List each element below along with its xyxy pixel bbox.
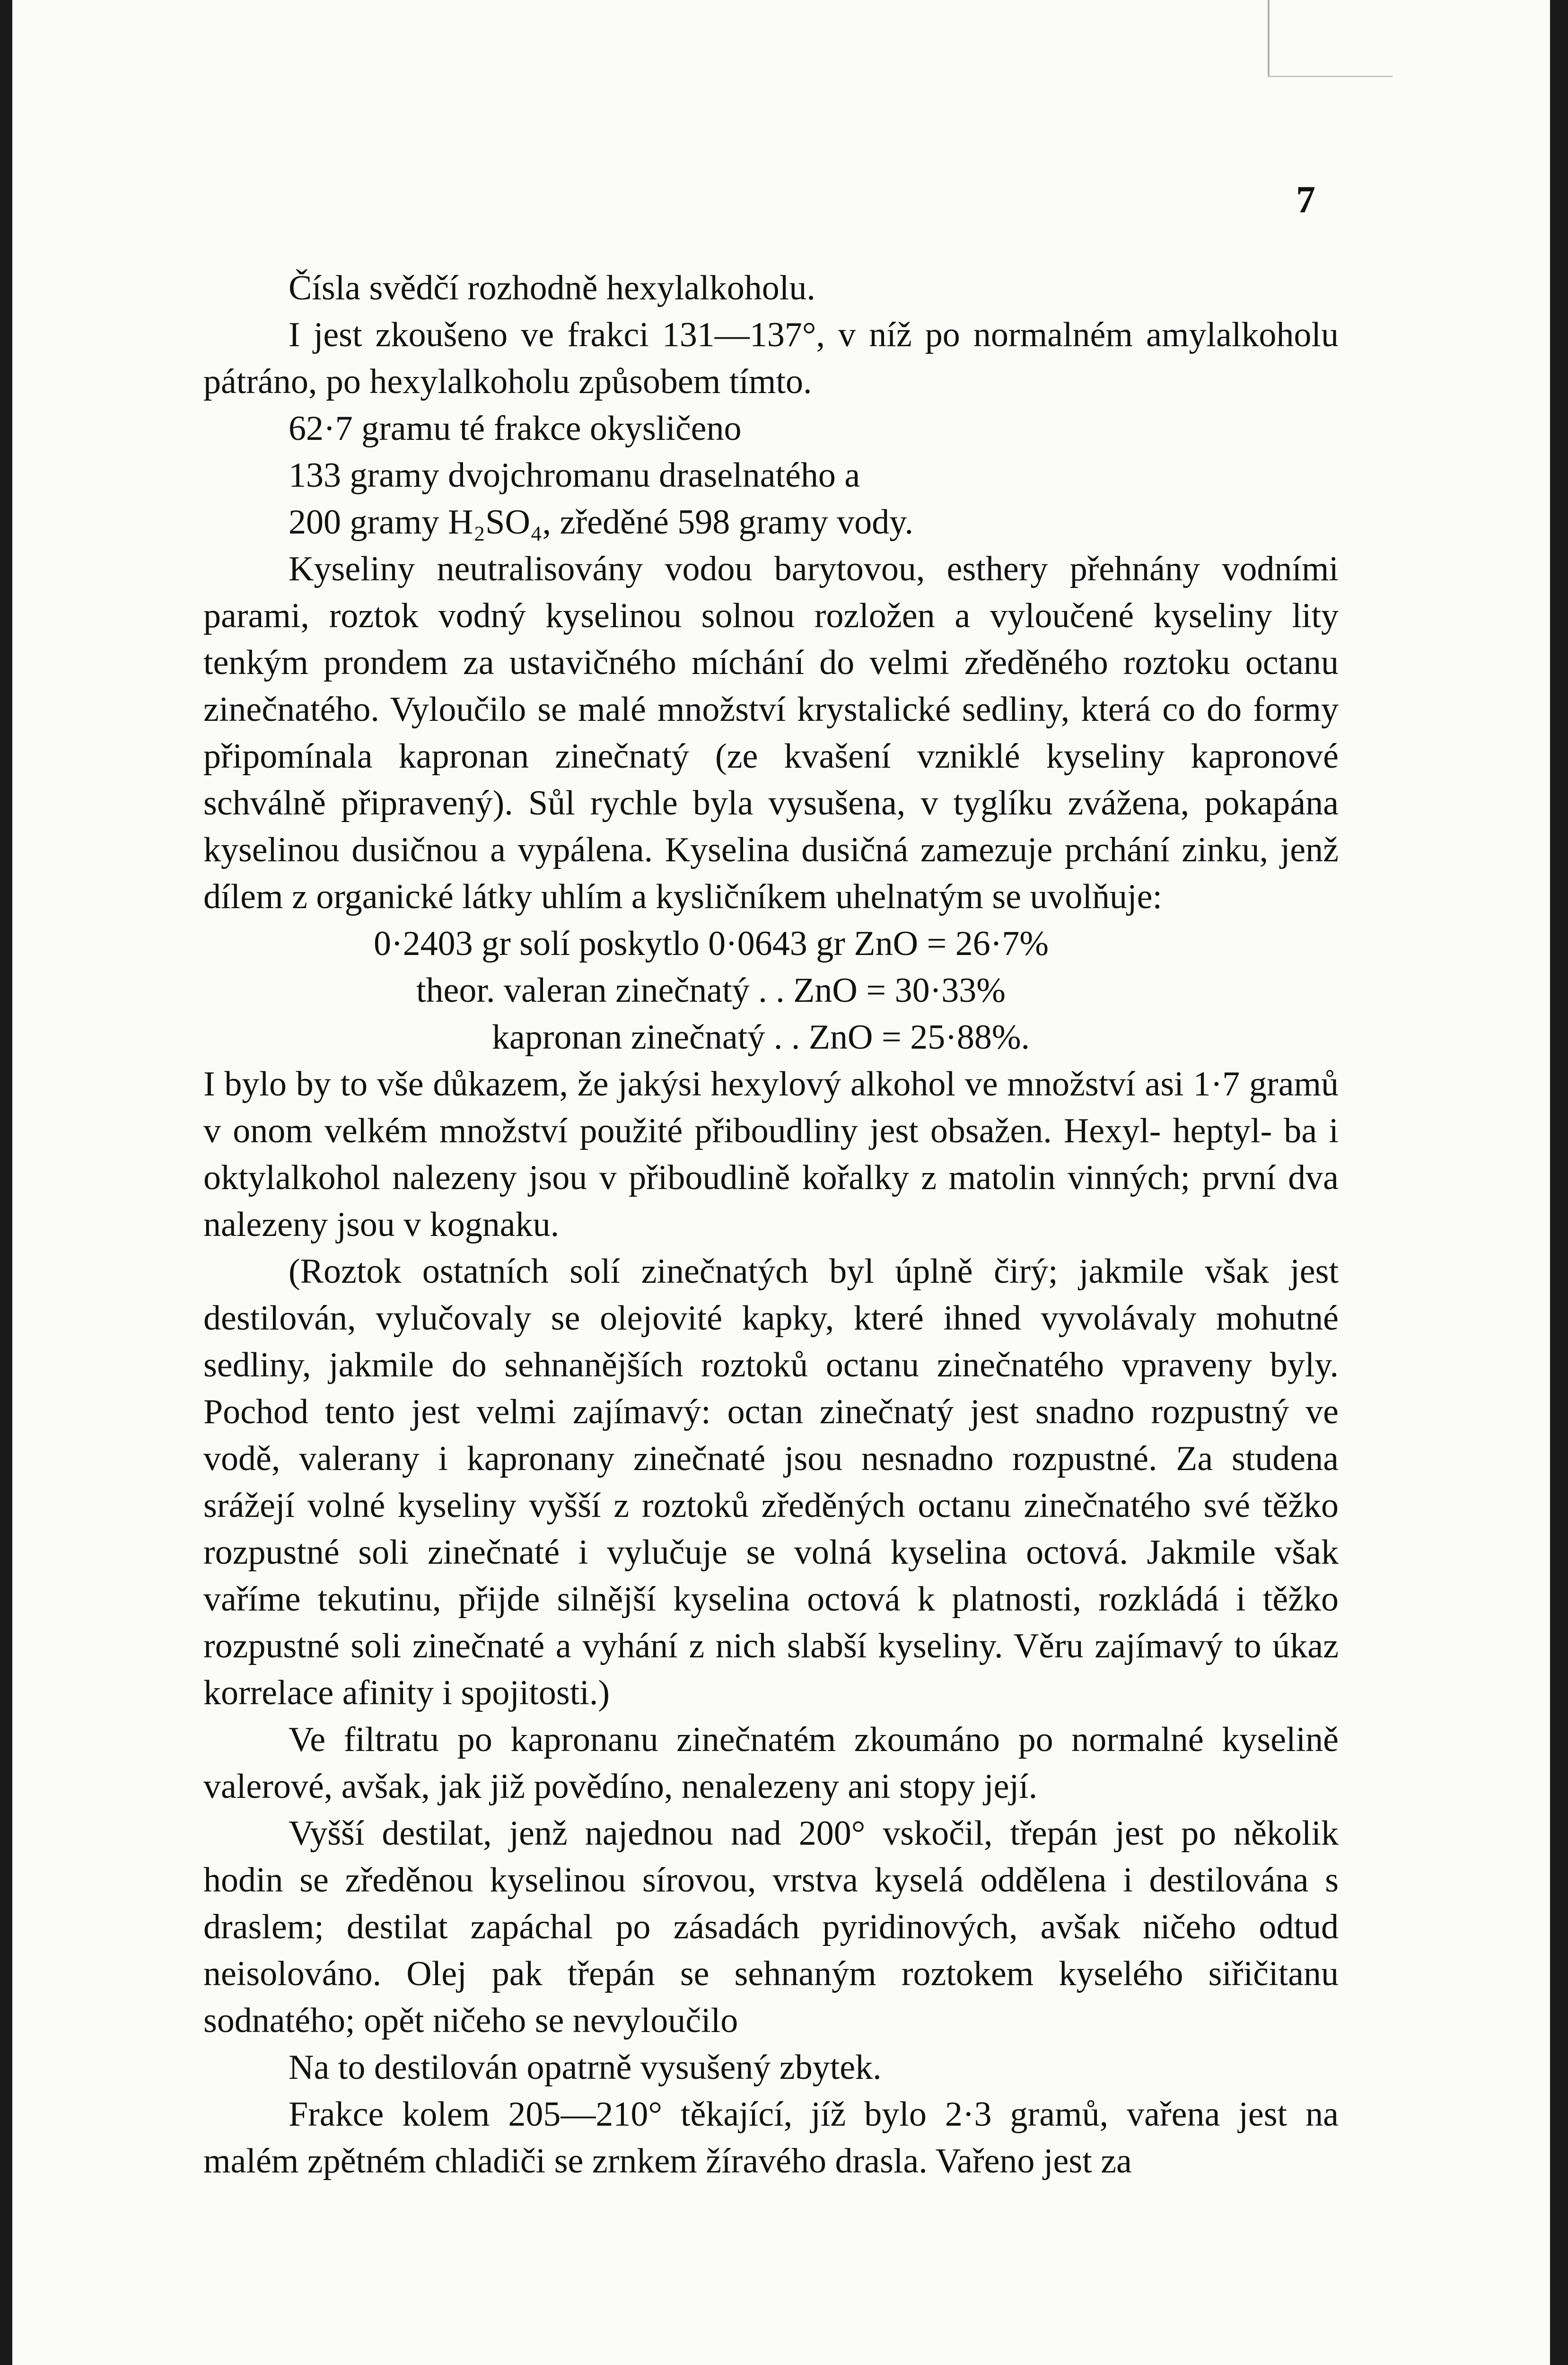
- paragraph: Vyšší destilat, jenž najednou nad 200° vskočil, třepán jest po několik hodin se zředěnou kyselinou sírovou, vrstva kyselá oddělena i destilována s draslem; destilat zapáchal po zásadách pyridinových, avšak ničeho odtud neisolováno. Olej pak třepán se sehnaným roztokem kyselého siřičitanu sodnatého; opět ničeho se nevyloučilo: [203, 1814, 1339, 2040]
- scan-border-left: [0, 0, 12, 2365]
- paragraph: Kyseliny neutralisovány vodou barytovou, esthery přehnány vodními parami, roztok vodný kyselinou solnou rozložen a vyloučené kyseliny lity tenkým prondem za ustavičného míchání do velmi zředěného roztoku octanu zinečnatého. Vyloučilo se malé množství krystalické sedliny, která co do formy připomínala kapronan zinečnatý (ze kvašení vzniklé kyseliny kapronové schválně připravený). Sůl rychle byla vysušena, v tyglíku zvážena, pokapána kyselinou dusičnou a vypálena. Kyselina dusičná zamezuje prchání zinku, jenž dílem z organické látky uhlím a kysličníkem uhelnatým se uvolňuje:: [203, 550, 1339, 916]
- paragraph: 200 gramy H₂SO₄, zředěné 598 gramy vody.: [289, 503, 913, 542]
- body-text: [203, 265, 1339, 2185]
- paragraph: I bylo by to vše důkazem, že jakýsi hexylový alkohol ve množství asi 1·7 gramů v onom velkém množství použité přiboudliny jest obsažen. Hexyl- heptyl- ba i oktylalkohol nalezeny jsou v přiboudlině kořalky z matolin vinných; první dva nalezeny jsou v kognaku.: [203, 1065, 1339, 1244]
- paragraph: (Roztok ostatních solí zinečnatých byl úplně čirý; jakmile však jest destilován, vylučovaly se olejovité kapky, které ihned vyvolávaly mohutné sedliny, jakmile do sehnanějších roztoků octanu zinečnatého vpraveny byly. Pochod tento jest velmi zajímavý: octan zinečnatý jest snadno rozpustný ve vodě, valerany i kapronany zinečnaté jsou nesnadno rozpustné. Za studena srážejí volné kyseliny vyšší z roztoků zředěných octanu zinečnatého své těžko rozpustné soli zinečnaté i vylučuje se volná kyselina octová. Jakmile však vaříme tekutinu, přijde silnější kyselina octová k platnosti, rozkládá i těžko rozpustné soli zinečnaté a vyhání z nich slabší kyseliny. Věru zajímavý to úkaz korrelace afinity i spojitosti.): [203, 1252, 1339, 1712]
- paragraph: Na to destilován opatrně vysušený zbytek.: [289, 2048, 882, 2087]
- paragraph: 133 gramy dvojchromanu draselnatého a: [289, 456, 860, 495]
- page-number: 7: [1296, 178, 1315, 221]
- paragraph: Frakce kolem 205—210° těkající, jíž bylo 2·3 gramů, vařena jest na malém zpětném chladiči se zrnkem žíravého drasla. Vařeno jest za: [203, 2095, 1339, 2181]
- formula-line: kapronan zinečnatý . . ZnO = 25·88%.: [492, 1018, 1030, 1057]
- formula-line: theor. valeran zinečnatý . . ZnO = 30·33%: [416, 971, 1006, 1010]
- paragraph: Ve filtratu po kapronanu zinečnatém zkoumáno po normalné kyselině valerové, avšak, jak již povědíno, nenalezeny ani stopy její.: [203, 1720, 1339, 1806]
- scan-border-right: [1550, 0, 1568, 2365]
- scan-corner-mark: [1268, 0, 1393, 77]
- formula-line: 0·2403 gr solí poskytlo 0·0643 gr ZnO = 26·7%: [374, 924, 1049, 963]
- paragraph: I jest zkoušeno ve frakci 131—137°, v níž po normalném amylalkoholu pátráno, po hexylalkoholu způsobem tímto.: [203, 315, 1339, 401]
- paragraph: Čísla svědčí rozhodně hexylalkoholu.: [289, 269, 815, 307]
- paragraph: 62·7 gramu té frakce okysličeno: [289, 409, 742, 448]
